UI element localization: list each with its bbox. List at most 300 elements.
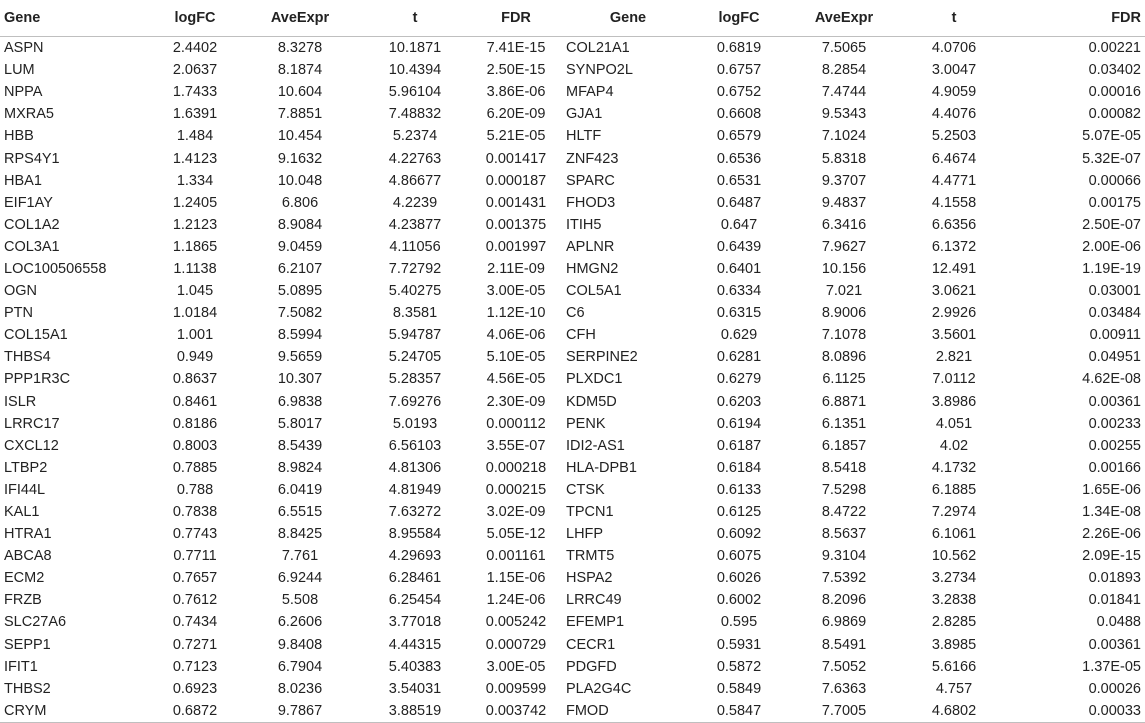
cell-gene-2: TRMT5 — [566, 548, 615, 565]
cell-logfc-2: 0.6608 — [716, 106, 762, 123]
cell-t: 4.22763 — [388, 150, 442, 167]
cell-t-2: 4.1558 — [931, 194, 977, 211]
cell-t-2: 6.1372 — [931, 238, 977, 255]
cell-aveexpr-2: 5.8318 — [821, 150, 867, 167]
cell-aveexpr: 8.9824 — [277, 459, 323, 476]
cell-gene: COL1A2 — [4, 216, 60, 233]
cell-fdr: 0.000729 — [485, 636, 547, 653]
cell-aveexpr-2: 7.5065 — [821, 40, 867, 57]
cell-logfc-2: 0.6002 — [716, 592, 762, 609]
cell-gene-2: HLTF — [566, 128, 602, 145]
cell-logfc: 0.7885 — [172, 459, 218, 476]
cell-aveexpr: 8.1874 — [277, 62, 323, 79]
cell-fdr-2: 5.32E-07 — [1082, 150, 1141, 167]
cell-t: 5.0193 — [392, 415, 438, 432]
cell-gene-2: CTSK — [566, 481, 605, 498]
table-row — [0, 170, 1145, 192]
table-row — [0, 37, 1145, 60]
cell-aveexpr-2: 6.1351 — [821, 415, 867, 432]
cell-logfc-2: 0.6487 — [716, 194, 762, 211]
cell-fdr-2: 0.03484 — [1088, 305, 1141, 322]
cell-logfc: 0.7123 — [172, 658, 218, 675]
cell-gene: RPS4Y1 — [4, 150, 60, 167]
cell-aveexpr: 6.2606 — [277, 614, 323, 631]
cell-logfc: 0.6872 — [150, 700, 240, 723]
cell-aveexpr-2: 7.9627 — [821, 238, 867, 255]
table-row — [0, 346, 1145, 368]
cell-aveexpr: 10.454 — [277, 128, 323, 145]
cell-t: 4.86677 — [388, 172, 442, 189]
table-row — [0, 368, 1145, 390]
cell-gene: SLC27A6 — [4, 614, 67, 631]
cell-logfc-2: 0.6401 — [716, 260, 762, 277]
cell-t: 6.56103 — [388, 437, 442, 454]
table-row — [0, 501, 1145, 523]
cell-fdr-2: 0.00361 — [1088, 393, 1141, 410]
cell-gene: SEPP1 — [4, 636, 51, 653]
cell-aveexpr-2: 9.3104 — [821, 548, 867, 565]
cell-aveexpr-2: 7.021 — [825, 283, 863, 300]
cell-fdr: 0.000218 — [485, 459, 547, 476]
cell-logfc: 1.2123 — [172, 216, 218, 233]
cell-fdr-2: 0.00255 — [1088, 437, 1141, 454]
cell-gene-2: SYNPO2L — [566, 62, 633, 79]
cell-fdr: 4.56E-05 — [486, 371, 546, 388]
cell-t-2: 4.4771 — [931, 172, 977, 189]
cell-fdr-2: 1.34E-08 — [1082, 504, 1141, 521]
cell-logfc-2: 0.6187 — [716, 437, 762, 454]
cell-logfc: 0.8637 — [172, 371, 218, 388]
cell-fdr-2: 0.00082 — [1088, 106, 1141, 123]
header-gene: Gene — [0, 0, 150, 37]
cell-gene: KAL1 — [4, 504, 40, 521]
cell-fdr-2: 0.00361 — [1088, 636, 1141, 653]
cell-logfc-2: 0.6075 — [716, 548, 762, 565]
cell-t: 7.63272 — [388, 504, 442, 521]
cell-fdr-2: 0.00221 — [1088, 40, 1141, 57]
cell-t-2: 10.562 — [931, 548, 977, 565]
table-row — [0, 214, 1145, 236]
cell-t-2: 4.6802 — [904, 700, 1004, 723]
cell-t: 4.44315 — [388, 636, 442, 653]
cell-t: 7.69276 — [388, 393, 442, 410]
cell-t: 5.2374 — [392, 128, 438, 145]
cell-logfc: 2.0637 — [172, 62, 218, 79]
cell-logfc-2: 0.5847 — [694, 700, 784, 723]
cell-t: 5.28357 — [388, 371, 442, 388]
cell-aveexpr: 6.7904 — [277, 658, 323, 675]
cell-logfc: 1.484 — [176, 128, 214, 145]
cell-fdr: 0.001417 — [485, 150, 547, 167]
cell-gene-2: IDI2-AS1 — [566, 437, 625, 454]
cell-fdr-2: 0.00016 — [1088, 84, 1141, 101]
cell-fdr-2: 2.09E-15 — [1082, 548, 1141, 565]
cell-fdr-2: 0.04951 — [1088, 349, 1141, 366]
cell-aveexpr: 5.8017 — [277, 415, 323, 432]
cell-gene-2: PDGFD — [566, 658, 617, 675]
cell-gene: COL3A1 — [4, 238, 60, 255]
cell-gene-2: PLA2G4C — [566, 680, 632, 697]
cell-logfc: 1.0184 — [172, 305, 218, 322]
cell-t-2: 3.0621 — [931, 283, 977, 300]
cell-logfc: 0.8186 — [172, 415, 218, 432]
cell-aveexpr-2: 8.2096 — [821, 592, 867, 609]
cell-gene: ABCA8 — [4, 548, 52, 565]
cell-t-2: 4.4076 — [931, 106, 977, 123]
cell-aveexpr-2: 6.8871 — [821, 393, 867, 410]
cell-aveexpr-2: 9.4837 — [821, 194, 867, 211]
cell-fdr: 0.001997 — [485, 238, 547, 255]
cell-t: 4.81306 — [388, 459, 442, 476]
cell-logfc-2: 0.6279 — [716, 371, 762, 388]
cell-aveexpr: 7.761 — [281, 548, 319, 565]
cell-gene-2: HSPA2 — [566, 570, 613, 587]
cell-t: 6.28461 — [388, 570, 442, 587]
cell-t: 4.29693 — [388, 548, 442, 565]
cell-gene: LRRC17 — [4, 415, 60, 432]
cell-t: 4.81949 — [388, 481, 442, 498]
cell-aveexpr-2: 7.5052 — [821, 658, 867, 675]
cell-t-2: 4.0706 — [931, 40, 977, 57]
cell-aveexpr-2: 8.0896 — [821, 349, 867, 366]
cell-fdr: 1.24E-06 — [486, 592, 546, 609]
cell-aveexpr: 8.5439 — [277, 437, 323, 454]
cell-aveexpr-2: 8.5637 — [821, 526, 867, 543]
cell-logfc: 1.001 — [176, 327, 214, 344]
cell-aveexpr-2: 6.9869 — [821, 614, 867, 631]
cell-logfc-2: 0.6752 — [716, 84, 762, 101]
cell-gene: PTN — [4, 305, 33, 322]
cell-gene-2: ITIH5 — [566, 216, 602, 233]
cell-t-2: 2.9926 — [931, 305, 977, 322]
cell-t-2: 6.4674 — [931, 150, 977, 167]
cell-t-2: 5.6166 — [931, 658, 977, 675]
cell-fdr: 0.009599 — [485, 680, 547, 697]
cell-logfc: 1.7433 — [172, 84, 218, 101]
cell-aveexpr: 9.1632 — [277, 150, 323, 167]
cell-fdr: 0.000112 — [486, 415, 546, 432]
cell-fdr: 3.55E-07 — [486, 437, 546, 454]
cell-fdr: 6.20E-09 — [486, 106, 546, 123]
cell-fdr: 0.001375 — [485, 216, 547, 233]
header-t: t — [360, 0, 470, 37]
table-row — [0, 59, 1145, 81]
cell-aveexpr-2: 7.5298 — [821, 481, 867, 498]
cell-logfc-2: 0.6125 — [716, 504, 762, 521]
cell-gene: HBB — [4, 128, 34, 145]
cell-logfc-2: 0.5931 — [716, 636, 762, 653]
table-row — [0, 391, 1145, 413]
cell-logfc-2: 0.6315 — [716, 305, 762, 322]
cell-gene-2: GJA1 — [566, 106, 603, 123]
cell-fdr-2: 0.00066 — [1088, 172, 1141, 189]
cell-logfc-2: 0.6536 — [716, 150, 762, 167]
cell-fdr-2: 1.65E-06 — [1082, 481, 1141, 498]
cell-logfc-2: 0.6439 — [716, 238, 762, 255]
cell-t: 8.95584 — [388, 526, 442, 543]
cell-fdr-2: 0.00175 — [1088, 194, 1141, 211]
cell-gene-2: ZNF423 — [566, 150, 619, 167]
table-row — [0, 589, 1145, 611]
cell-t: 5.96104 — [388, 84, 442, 101]
cell-t-2: 3.2838 — [931, 592, 977, 609]
table-header-row — [0, 0, 1145, 37]
cell-fdr: 7.41E-15 — [486, 40, 546, 57]
cell-gene: LTBP2 — [4, 459, 48, 476]
cell-logfc: 0.7838 — [172, 504, 218, 521]
cell-logfc: 0.949 — [176, 349, 214, 366]
cell-gene-2: CFH — [566, 327, 596, 344]
cell-fdr: 1.15E-06 — [486, 570, 546, 587]
cell-aveexpr-2: 8.4722 — [821, 504, 867, 521]
cell-t: 3.88519 — [360, 700, 470, 723]
cell-fdr: 3.00E-05 — [486, 658, 546, 675]
cell-t-2: 6.6356 — [931, 216, 977, 233]
cell-logfc: 0.7657 — [172, 570, 218, 587]
cell-logfc-2: 0.629 — [720, 327, 758, 344]
cell-gene-2: HMGN2 — [566, 260, 619, 277]
cell-t: 10.1871 — [388, 40, 442, 57]
cell-gene-2: PENK — [566, 415, 606, 432]
cell-logfc: 1.1865 — [172, 238, 218, 255]
cell-t: 4.2239 — [392, 194, 438, 211]
cell-aveexpr: 6.9244 — [277, 570, 323, 587]
cell-t: 4.23877 — [388, 216, 442, 233]
cell-logfc: 2.4402 — [172, 40, 218, 57]
cell-t-2: 6.1061 — [931, 526, 977, 543]
cell-logfc-2: 0.6133 — [716, 481, 762, 498]
cell-aveexpr: 9.7867 — [240, 700, 360, 723]
cell-aveexpr: 5.0895 — [277, 283, 323, 300]
cell-fdr-2: 0.00233 — [1088, 415, 1141, 432]
cell-aveexpr-2: 8.5491 — [821, 636, 867, 653]
cell-fdr: 2.30E-09 — [486, 393, 546, 410]
cell-gene: EIF1AY — [4, 194, 53, 211]
cell-aveexpr: 7.5082 — [277, 305, 323, 322]
table-row — [0, 280, 1145, 302]
table-row — [0, 523, 1145, 545]
cell-aveexpr-2: 8.2854 — [821, 62, 867, 79]
cell-t-2: 7.0112 — [932, 371, 976, 388]
cell-aveexpr: 9.8408 — [277, 636, 323, 653]
cell-gene: OGN — [4, 283, 38, 300]
table-row — [0, 302, 1145, 324]
cell-gene-2: C6 — [566, 305, 585, 322]
cell-fdr: 2.50E-15 — [486, 62, 546, 79]
cell-logfc: 0.7711 — [173, 548, 217, 565]
table-row — [0, 611, 1145, 633]
cell-logfc: 1.4123 — [172, 150, 218, 167]
header-aveexpr-2: AveExpr — [784, 0, 904, 37]
cell-logfc: 0.788 — [176, 481, 214, 498]
table-row — [0, 413, 1145, 435]
cell-gene-2: COL21A1 — [566, 40, 630, 57]
cell-t: 5.40383 — [388, 658, 442, 675]
table-row — [0, 656, 1145, 678]
cell-fdr: 3.02E-09 — [486, 504, 546, 521]
cell-aveexpr: 8.5994 — [277, 327, 323, 344]
cell-gene: IFI44L — [4, 481, 46, 498]
cell-t: 5.94787 — [388, 327, 442, 344]
header-logfc-2: logFC — [694, 0, 784, 37]
cell-t: 10.4394 — [388, 62, 442, 79]
table-row — [0, 147, 1145, 169]
cell-aveexpr-2: 7.5392 — [821, 570, 867, 587]
cell-aveexpr: 10.307 — [277, 371, 323, 388]
cell-t-2: 5.2503 — [931, 128, 977, 145]
cell-aveexpr: 6.0419 — [277, 481, 323, 498]
table-row — [0, 81, 1145, 103]
cell-logfc-2: 0.6194 — [716, 415, 762, 432]
cell-gene: COL15A1 — [4, 327, 68, 344]
cell-fdr-2: 2.00E-06 — [1082, 238, 1141, 255]
cell-logfc: 0.8461 — [172, 393, 218, 410]
cell-fdr: 0.005242 — [485, 614, 547, 631]
cell-t-2: 2.821 — [935, 349, 973, 366]
cell-aveexpr: 6.5515 — [277, 504, 323, 521]
cell-fdr-2: 0.00166 — [1088, 459, 1141, 476]
cell-gene-2: PLXDC1 — [566, 371, 623, 388]
cell-fdr-2: 0.0488 — [1096, 614, 1141, 631]
cell-gene: HTRA1 — [4, 526, 52, 543]
cell-aveexpr: 8.9084 — [277, 216, 323, 233]
cell-gene-2: FMOD — [562, 700, 694, 723]
cell-aveexpr: 8.3278 — [277, 40, 323, 57]
cell-gene: PPP1R3C — [4, 371, 71, 388]
cell-gene: LOC100506558 — [4, 260, 107, 277]
cell-gene: ASPN — [4, 40, 44, 57]
header-aveexpr: AveExpr — [240, 0, 360, 37]
table-row — [0, 125, 1145, 147]
cell-aveexpr: 6.9838 — [277, 393, 323, 410]
cell-fdr: 0.003742 — [470, 700, 562, 723]
cell-gene-2: FHOD3 — [566, 194, 616, 211]
cell-gene-2: LHFP — [566, 526, 604, 543]
cell-aveexpr: 6.2107 — [277, 260, 323, 277]
cell-logfc-2: 0.595 — [720, 614, 758, 631]
cell-t: 8.3581 — [392, 305, 438, 322]
cell-t-2: 2.8285 — [931, 614, 977, 631]
cell-t: 5.40275 — [388, 283, 442, 300]
table-row — [0, 545, 1145, 567]
cell-logfc-2: 0.6757 — [716, 62, 762, 79]
cell-t-2: 12.491 — [931, 260, 977, 277]
cell-aveexpr: 5.508 — [281, 592, 319, 609]
cell-t: 4.11056 — [389, 238, 441, 255]
cell-logfc-2: 0.6026 — [716, 570, 762, 587]
table-row — [0, 435, 1145, 457]
header-fdr-2: FDR — [1004, 0, 1145, 37]
cell-gene: CXCL12 — [4, 437, 59, 454]
table-row — [0, 103, 1145, 125]
cell-fdr-2: 0.03402 — [1088, 62, 1141, 79]
cell-fdr-2: 0.01893 — [1088, 570, 1141, 587]
cell-logfc-2: 0.6531 — [716, 172, 762, 189]
cell-logfc-2: 0.647 — [720, 216, 758, 233]
cell-aveexpr: 7.8851 — [277, 106, 323, 123]
cell-fdr: 0.000187 — [485, 172, 547, 189]
cell-gene: NPPA — [4, 84, 43, 101]
cell-aveexpr-2: 7.7005 — [784, 700, 904, 723]
table-body — [0, 37, 1145, 723]
cell-gene: LUM — [4, 62, 35, 79]
cell-logfc-2: 0.5872 — [716, 658, 762, 675]
cell-fdr: 3.00E-05 — [486, 283, 546, 300]
cell-gene: FRZB — [4, 592, 42, 609]
cell-aveexpr-2: 10.156 — [821, 260, 867, 277]
cell-t-2: 3.0047 — [931, 62, 977, 79]
cell-fdr: 0.000215 — [485, 481, 547, 498]
cell-fdr-2: 4.62E-08 — [1082, 371, 1141, 388]
cell-t-2: 4.1732 — [931, 459, 977, 476]
cell-gene-2: HLA-DPB1 — [566, 459, 637, 476]
table-row — [0, 236, 1145, 258]
cell-fdr-2: 5.07E-05 — [1082, 128, 1141, 145]
cell-t-2: 4.02 — [939, 437, 969, 454]
cell-t: 3.54031 — [388, 680, 442, 697]
cell-fdr: 4.06E-06 — [486, 327, 546, 344]
table-row — [0, 634, 1145, 656]
cell-fdr-2: 2.26E-06 — [1082, 526, 1141, 543]
cell-aveexpr-2: 7.4744 — [821, 84, 867, 101]
cell-fdr: 3.86E-06 — [486, 84, 546, 101]
cell-logfc-2: 0.6184 — [716, 459, 762, 476]
cell-fdr-2: 2.50E-07 — [1082, 216, 1141, 233]
cell-t-2: 6.1885 — [931, 481, 977, 498]
cell-gene-2: APLNR — [566, 238, 615, 255]
cell-logfc: 0.7612 — [172, 592, 218, 609]
cell-aveexpr-2: 6.3416 — [821, 216, 867, 233]
cell-t-2: 3.5601 — [931, 327, 977, 344]
cell-logfc: 0.7743 — [172, 526, 218, 543]
cell-gene-2: CECR1 — [566, 636, 616, 653]
cell-fdr-2: 0.01841 — [1088, 592, 1141, 609]
cell-t: 6.25454 — [388, 592, 442, 609]
header-gene-2: Gene — [562, 0, 694, 37]
cell-t-2: 3.8986 — [931, 393, 977, 410]
cell-logfc: 1.2405 — [172, 194, 218, 211]
cell-gene: MXRA5 — [4, 106, 54, 123]
header-logfc: logFC — [150, 0, 240, 37]
cell-t-2: 4.051 — [935, 415, 973, 432]
cell-gene-2: TPCN1 — [566, 504, 614, 521]
cell-gene: CRYM — [0, 700, 150, 723]
cell-aveexpr: 10.048 — [277, 172, 323, 189]
cell-logfc: 0.8003 — [172, 437, 218, 454]
cell-aveexpr: 10.604 — [277, 84, 323, 101]
table-row — [0, 567, 1145, 589]
cell-t-2: 7.2974 — [931, 504, 977, 521]
cell-aveexpr-2: 7.1078 — [821, 327, 867, 344]
cell-t-2: 3.2734 — [931, 570, 977, 587]
cell-aveexpr-2: 8.9006 — [821, 305, 867, 322]
cell-fdr: 1.12E-10 — [486, 305, 546, 322]
cell-fdr: 5.10E-05 — [486, 349, 546, 366]
cell-aveexpr-2: 9.5343 — [821, 106, 867, 123]
cell-logfc: 0.7271 — [172, 636, 218, 653]
table-row — [0, 678, 1145, 700]
cell-t: 3.77018 — [388, 614, 442, 631]
cell-fdr-2: 0.00911 — [1089, 327, 1141, 344]
cell-logfc-2: 0.6819 — [716, 40, 762, 57]
cell-gene: THBS2 — [4, 680, 51, 697]
cell-aveexpr-2: 8.5418 — [821, 459, 867, 476]
cell-t: 7.48832 — [388, 106, 442, 123]
cell-gene: HBA1 — [4, 172, 42, 189]
cell-fdr: 5.21E-05 — [486, 128, 546, 145]
cell-t-2: 3.8985 — [931, 636, 977, 653]
cell-fdr-2: 0.03001 — [1088, 283, 1141, 300]
